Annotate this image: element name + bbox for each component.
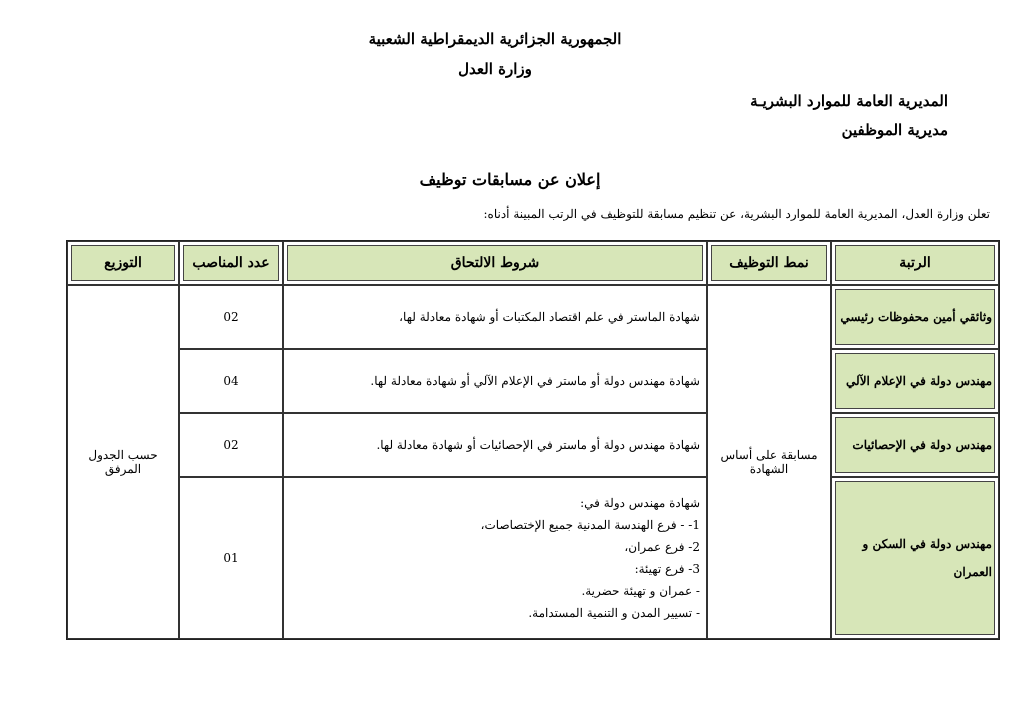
- directorate-general-title: المديرية العامة للموارد البشريـة: [750, 92, 948, 110]
- header-mode: نمط التوظيف: [707, 241, 831, 285]
- header-distribution: التوزيع: [67, 241, 179, 285]
- rank-cell: وثائقي أمين محفوظات رئيسي: [831, 285, 999, 349]
- conditions-cell: شهادة مهندس دولة أو ماستر في الإعلام الآلي أو شهادة معادلة لها.: [283, 349, 707, 413]
- recruitment-table: [66, 240, 1000, 640]
- header-rank: الرتبة: [831, 241, 999, 285]
- header-conditions: شروط الالتحاق: [283, 241, 707, 285]
- positions-cell: 01: [179, 477, 283, 639]
- directorate-title: مديرية الموظفين: [841, 121, 948, 139]
- conditions-cell: شهادة الماستر في علم اقتصاد المكتبات أو شهادة معادلة لها،: [283, 285, 707, 349]
- positions-cell: 04: [179, 349, 283, 413]
- condition-line: - تسيير المدن و التنمية المستدامة.: [528, 606, 700, 620]
- rank-cell: مهندس دولة في الإحصائيات: [831, 413, 999, 477]
- republic-title: الجمهورية الجزائرية الديمقراطية الشعبية: [368, 30, 622, 48]
- header-positions: عدد المناصب: [179, 241, 283, 285]
- condition-line: 3- فرع تهيئة:: [634, 562, 700, 576]
- table-row: [67, 477, 999, 639]
- positions-cell: 02: [179, 413, 283, 477]
- condition-line: 2- فرع عمران،: [624, 540, 700, 554]
- condition-line: شهادة مهندس دولة في:: [580, 496, 700, 510]
- table-row: [67, 413, 999, 477]
- table-row: [67, 285, 999, 349]
- announcement-title: إعلان عن مسابقات توظيف: [419, 170, 601, 189]
- positions-cell: 02: [179, 285, 283, 349]
- table-header-row: [67, 241, 999, 285]
- announcement-intro: تعلن وزارة العدل، المديرية العامة للموارد البشرية، عن تنظيم مسابقة للتوظيف في الرتب المبينة أدناه:: [483, 207, 990, 221]
- condition-line: 1- - فرع الهندسة المدنية جميع الإختصاصات،: [480, 518, 700, 532]
- distribution-cell: حسب الجدول المرفق: [67, 285, 179, 639]
- conditions-cell: [283, 477, 707, 639]
- condition-line: - عمران و تهيئة حضرية.: [581, 584, 700, 598]
- rank-cell: مهندس دولة في الإعلام الآلي: [831, 349, 999, 413]
- ministry-title: وزارة العدل: [458, 60, 532, 78]
- rank-cell: مهندس دولة في السكن و العمران: [831, 477, 999, 639]
- table-row: [67, 349, 999, 413]
- conditions-cell: شهادة مهندس دولة أو ماستر في الإحصائيات أو شهادة معادلة لها.: [283, 413, 707, 477]
- recruitment-mode-cell: مسابقة على أساس الشهادة: [707, 285, 831, 639]
